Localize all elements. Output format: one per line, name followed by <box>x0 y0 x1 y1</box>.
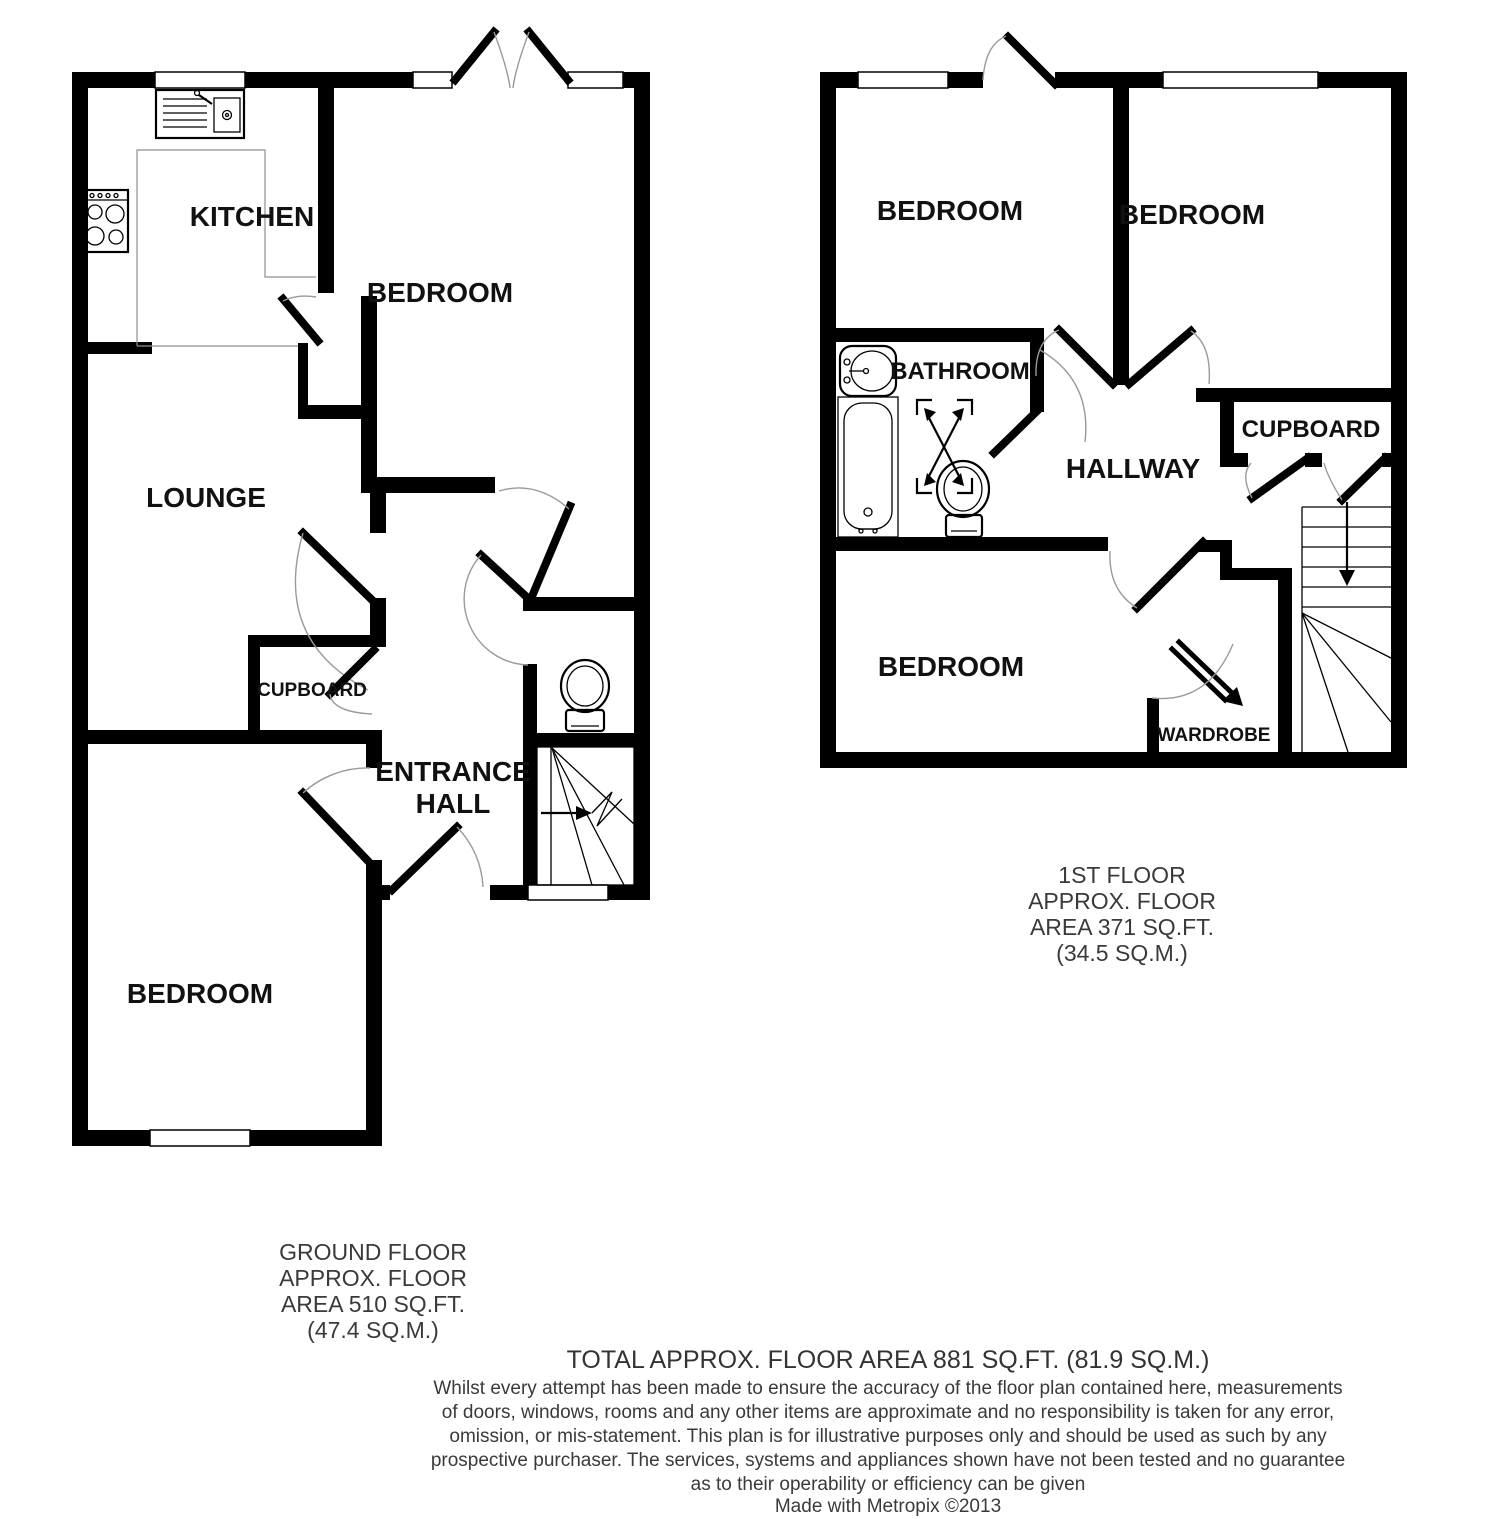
total-area-text: TOTAL APPROX. FLOOR AREA 881 SQ.FT. (81.9 SQ.M.) <box>566 1346 1210 1374</box>
bathroom-toilet-icon <box>937 461 989 537</box>
wardrobe-sliding-door-icon <box>1152 642 1243 706</box>
credit-text: Made with Metropix ©2013 <box>774 1496 1002 1517</box>
first-floor-plan <box>820 36 1407 768</box>
wc-toilet-icon <box>561 660 609 731</box>
disclaimer-line1: Whilst every attempt has been made to ensure the accuracy of the floor plan contained here, measurements <box>433 1378 1343 1399</box>
room-label-bathroom: BATHROOM <box>890 358 1030 385</box>
room-label-kitchen: KITCHEN <box>189 201 315 232</box>
shower-icon <box>917 400 972 493</box>
first-floor-caption-line2: APPROX. FLOOR <box>1028 888 1216 914</box>
disclaimer-line5: as to their operability or efficiency can be given <box>690 1474 1086 1495</box>
room-label-cupboard-first: CUPBOARD <box>1241 416 1381 443</box>
first-floor-caption-line4: (34.5 SQ.M.) <box>1056 940 1188 966</box>
ground-floor-caption-line2: APPROX. FLOOR <box>279 1265 467 1291</box>
room-label-wardrobe: WARDROBE <box>1157 725 1271 746</box>
room-label-bedroom-left: BEDROOM <box>876 195 1024 226</box>
hob-icon <box>82 190 128 252</box>
room-label-bedroom-first-bottom: BEDROOM <box>877 651 1025 682</box>
disclaimer-line4: prospective purchaser. The services, systems and appliances shown have not been tested and no guarantee <box>430 1450 1346 1471</box>
room-label-bedroom-right: BEDROOM <box>1118 199 1266 230</box>
stairs-down-icon <box>1302 502 1391 752</box>
ground-floor-plan <box>72 32 650 1146</box>
stairs-up-icon <box>537 747 634 885</box>
room-label-entrance: ENTRANCE <box>375 756 531 787</box>
ground-floor-caption-line1: GROUND FLOOR <box>279 1239 467 1265</box>
ground-floor-caption-line4: (47.4 SQ.M.) <box>307 1317 439 1343</box>
bathroom-bath-icon <box>838 397 898 537</box>
first-floor-caption-line1: 1ST FLOOR <box>1058 862 1186 888</box>
room-label-lounge: LOUNGE <box>146 482 266 513</box>
ground-floor-caption-line3: AREA 510 SQ.FT. <box>280 1291 466 1317</box>
room-label-bedroom-bottom: BEDROOM <box>126 978 274 1009</box>
kitchen-sink-icon <box>156 90 244 138</box>
footer-text <box>431 1346 1345 1517</box>
room-label-hall: HALL <box>415 788 491 819</box>
room-label-cupboard-ground: CUPBOARD <box>257 680 367 701</box>
first-floor-caption-line3: AREA 371 SQ.FT. <box>1029 914 1215 940</box>
room-label-bedroom-top: BEDROOM <box>366 277 514 308</box>
kitchen-counter <box>137 150 316 346</box>
disclaimer-line3: omission, or mis-statement. This plan is for illustrative purposes only and should be used as such by any <box>449 1426 1327 1447</box>
first-floor-caption <box>1028 862 1216 966</box>
ground-floor-caption <box>279 1239 467 1343</box>
bathroom-basin-icon <box>840 346 896 396</box>
disclaimer-line2: of doors, windows, rooms and any other items are approximate and no responsibility is taken for any error, <box>441 1402 1335 1423</box>
room-label-hallway: HALLWAY <box>1065 453 1201 484</box>
